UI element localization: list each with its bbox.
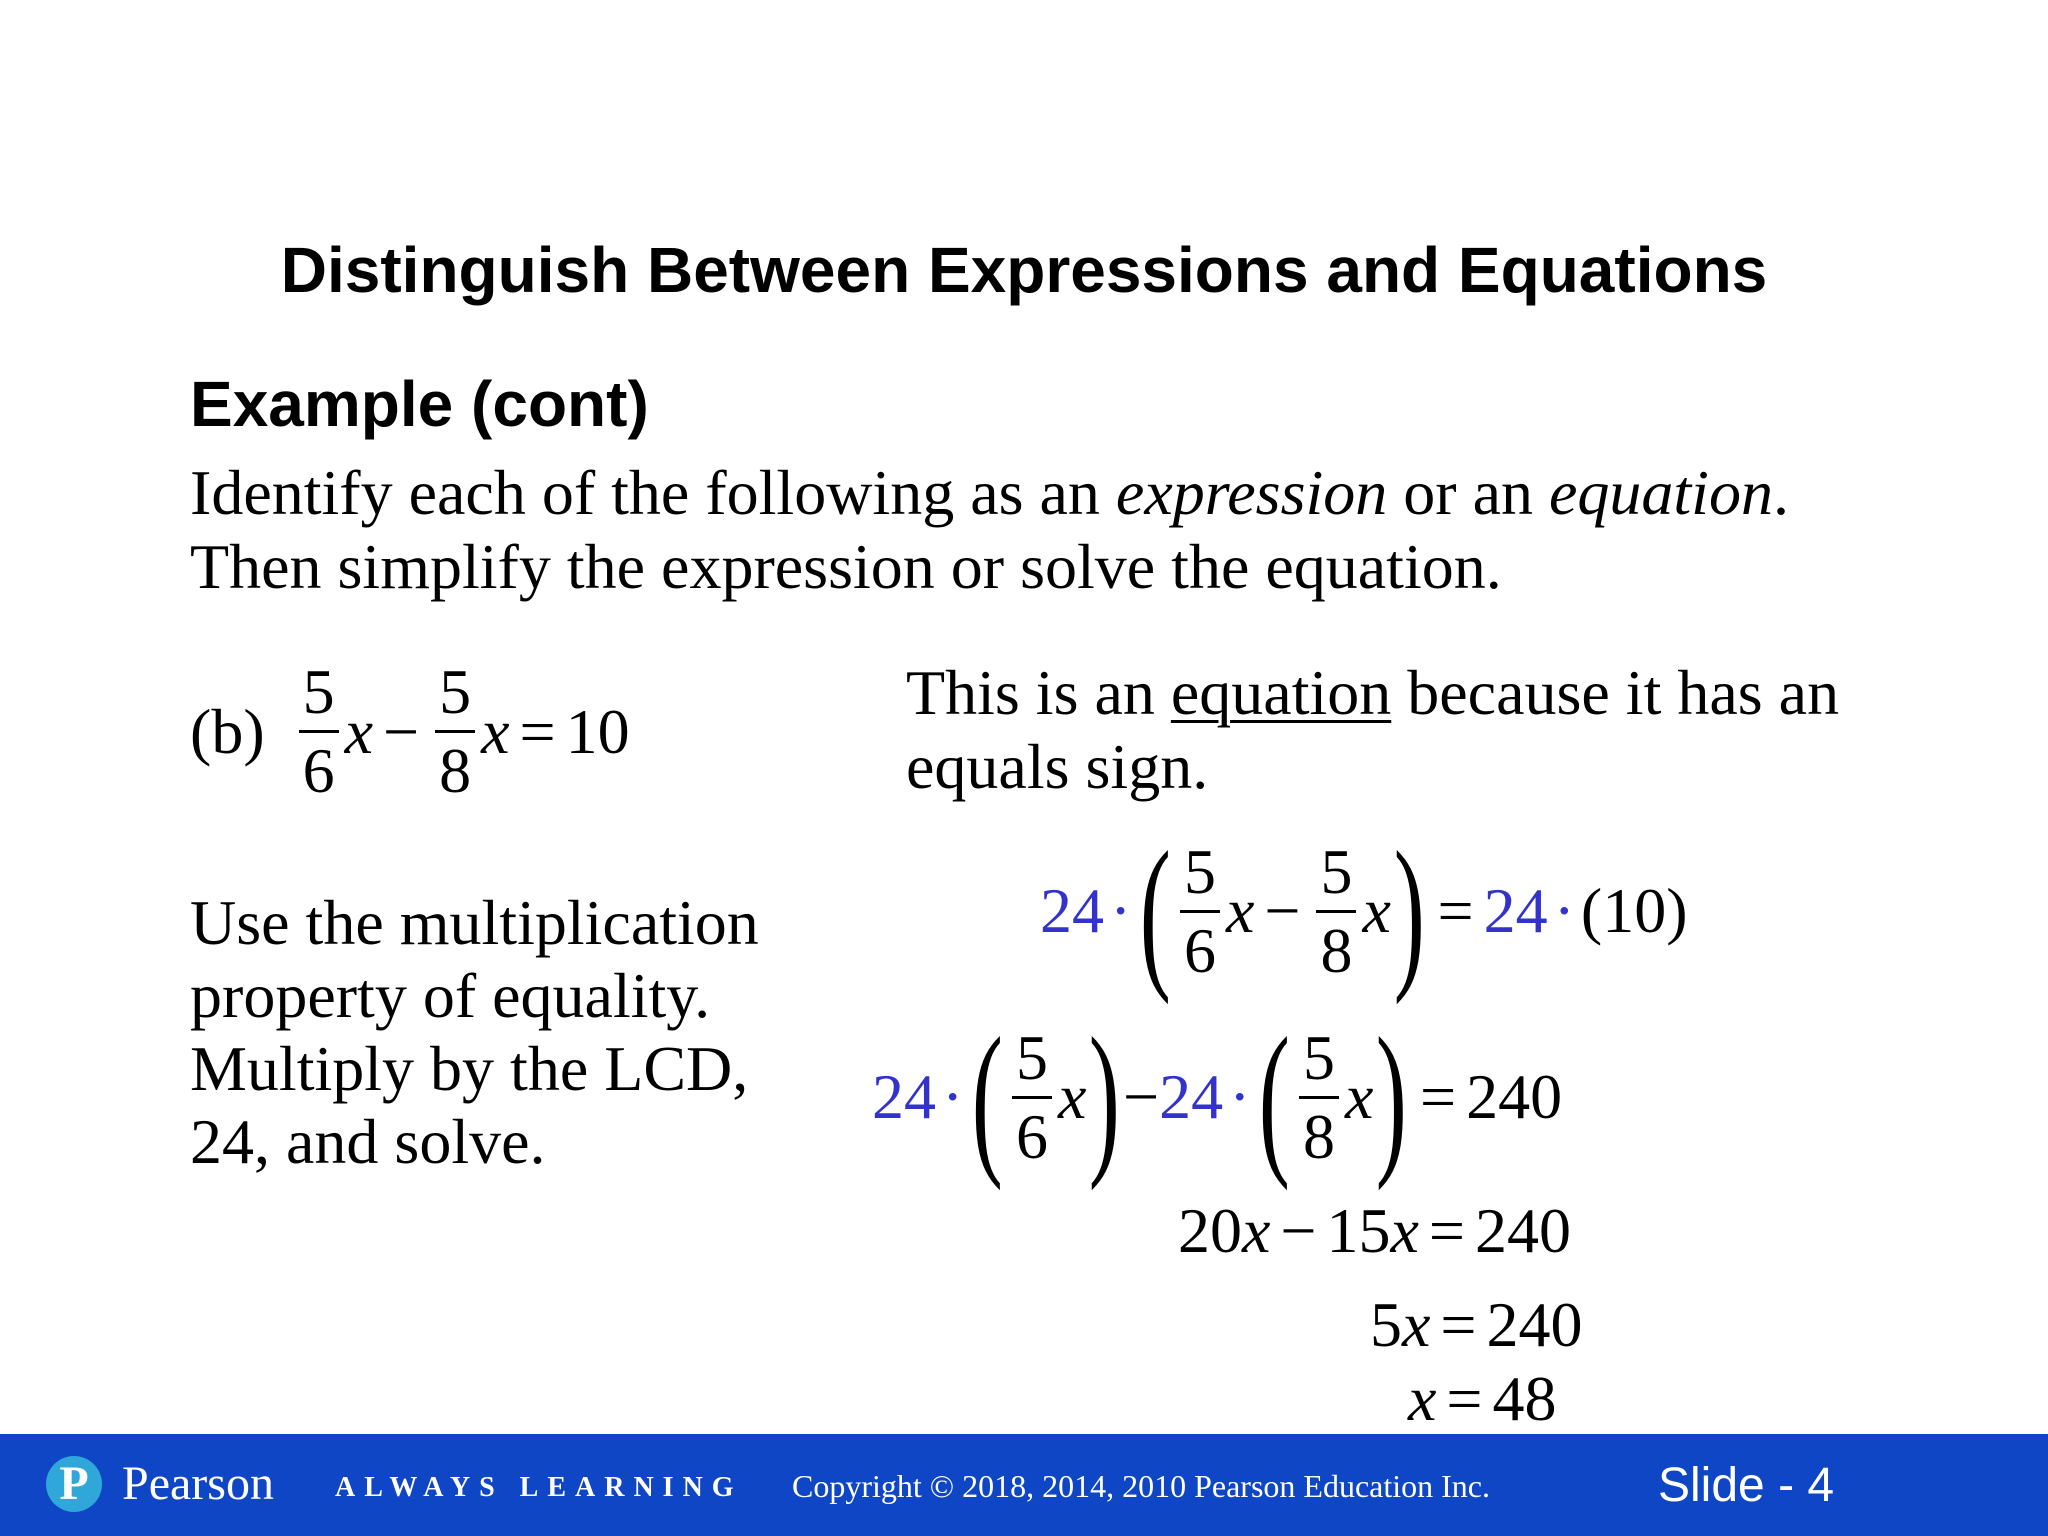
- answer-line-1: This is an equation because it has an: [906, 657, 1840, 728]
- example-heading: Example (cont): [190, 368, 649, 440]
- solution-step-5: x = 48: [1408, 1363, 1557, 1434]
- pearson-brand: Pearson: [122, 1457, 274, 1510]
- solution-step-2: 24 · ( $\frac{5}{6}$ x ) − 24 · ( $\frac{5}{8}$ x ) = 240: [872, 1003, 1563, 1191]
- intro-line-2: Then simplify the expression or solve the equation.: [190, 531, 1502, 602]
- fraction-5-8: $\frac{5}{8}$: [435, 660, 475, 803]
- solution-step-4: 5x = 240: [1370, 1289, 1583, 1360]
- word-expression: expression: [1115, 457, 1388, 528]
- problem-equation: (b) $\frac{5}{6}$ x − $\frac{5}{8}$ x = 10: [190, 656, 630, 806]
- answer-text: [906, 656, 1839, 804]
- intro-line-1: Identify each of the following as an expression or an equation.: [190, 457, 1789, 528]
- footer-copyright: Copyright © 2018, 2014, 2010 Pearson Education Inc.: [792, 1468, 1490, 1504]
- pearson-logo-icon: P: [46, 1456, 102, 1512]
- intro-text: [190, 456, 1789, 604]
- slide-number: Slide - 4: [1658, 1459, 1835, 1512]
- solution-step-3: 20x − 15x = 240: [1178, 1195, 1571, 1266]
- answer-line-2: equals sign.: [906, 731, 1209, 802]
- underlined-equation: equation: [1170, 657, 1392, 728]
- method-note: Use the multiplication property of equality. Multiply by the LCD, 24, and solve.: [190, 887, 759, 1177]
- problem-label: (b): [190, 695, 265, 767]
- footer-tagline: ALWAYS LEARNING: [335, 1472, 743, 1503]
- fraction-5-6: $\frac{5}{6}$: [299, 660, 339, 803]
- solution-step-1: 24 · ( $\frac{5}{6}$ x − $\frac{5}{8}$ x ) = 24 · (10): [1040, 817, 1688, 1005]
- slide-title: Distinguish Between Expressions and Equations: [280, 234, 1768, 306]
- word-equation: equation: [1548, 457, 1773, 528]
